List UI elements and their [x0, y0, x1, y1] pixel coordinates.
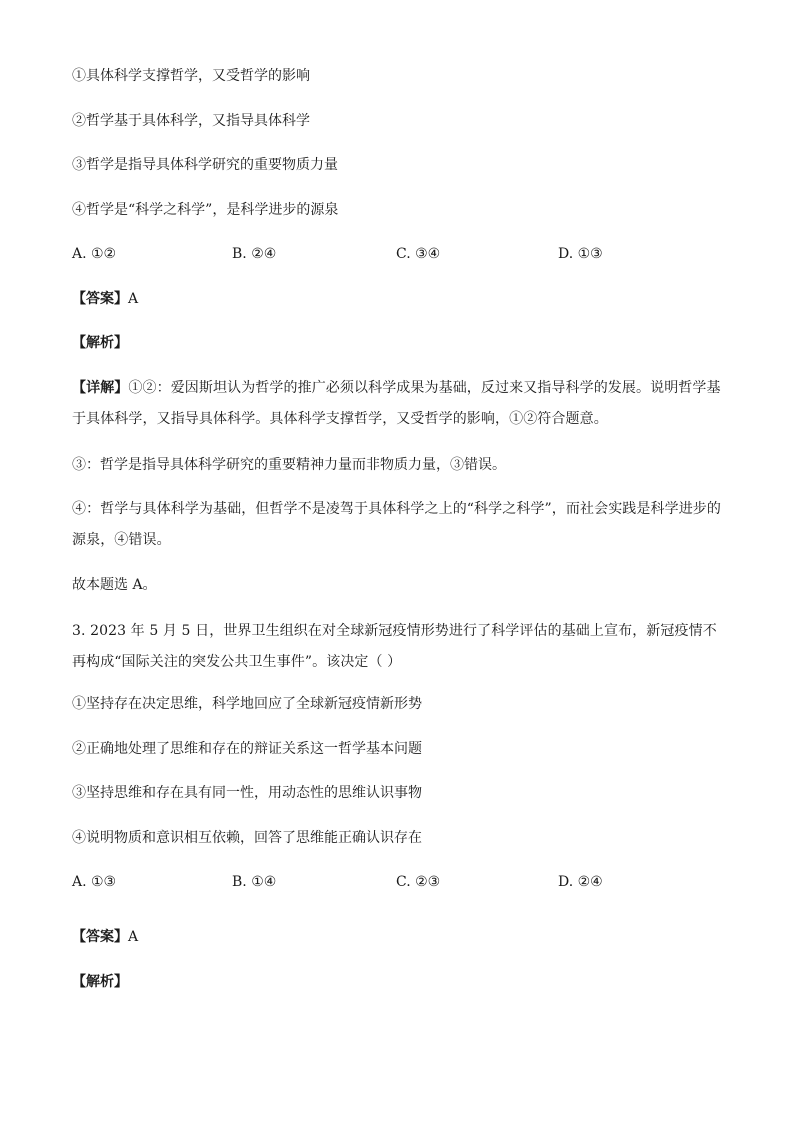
q2-option-d: D. ①③	[558, 246, 603, 262]
q3-answer-value: A	[128, 929, 139, 945]
q3-statement-1: ①坚持存在决定思维，科学地回应了全球新冠疫情新形势	[72, 696, 422, 712]
q3-statement-2: ②正确地处理了思维和存在的辩证关系这一哲学基本问题	[72, 741, 422, 757]
q2-detail-paragraph-2: ③：哲学是指导具体科学研究的重要精神力量而非物质力量，③错误。	[72, 457, 506, 473]
q3-analysis-label: 【解析】	[72, 974, 128, 990]
q2-statement-1: ①具体科学支撑哲学，又受哲学的影响	[72, 68, 310, 84]
q2-analysis-label: 【解析】	[72, 335, 128, 351]
q3-option-b: B. ①④	[232, 874, 277, 890]
q2-statement-3: ③哲学是指导具体科学研究的重要物质力量	[72, 157, 338, 173]
q2-answer	[72, 289, 138, 309]
q3-statement-3: ③坚持思维和存在具有同一性，用动态性的思维认识事物	[72, 785, 422, 801]
q2-options	[72, 244, 722, 264]
q3-option-c: C. ②③	[396, 874, 441, 890]
q2-option-b: B. ②④	[232, 246, 277, 262]
q2-option-c: C. ③④	[396, 246, 441, 262]
q3-statement-4: ④说明物质和意识相互依赖，回答了思维能正确认识存在	[72, 830, 422, 846]
q3-option-a: A. ①③	[72, 874, 117, 890]
q3-options	[72, 872, 722, 892]
q2-answer-value: A	[128, 291, 139, 307]
q3-stem: 3. 2023 年 5 月 5 日，世界卫生组织在对全球新冠疫情形势进行了科学评估的基础上宣布，新冠疫情不再构成“国际关注的突发公共卫生事件”。该决定（ ）	[72, 623, 717, 670]
q2-detail-paragraph-1	[72, 373, 722, 435]
q2-conclusion: 故本题选 A。	[72, 577, 157, 593]
q3-answer-label: 【答案】	[72, 929, 128, 945]
q2-detail-text-1: ①②：爱因斯坦认为哲学的推广必须以科学成果为基础，反过来又指导科学的发展。说明哲学基于具体科学，又指导具体科学。具体科学支撑哲学，又受哲学的影响，①②符合题意。	[72, 380, 721, 427]
q2-answer-label: 【答案】	[72, 291, 128, 307]
q2-statement-2: ②哲学基于具体科学，又指导具体科学	[72, 113, 310, 129]
q2-detail-label: 【详解】	[72, 380, 129, 396]
q2-detail-paragraph-3: ④：哲学与具体科学为基础，但哲学不是凌驾于具体科学之上的“科学之科学”，而社会实践是科学进步的源泉，④错误。	[72, 501, 722, 548]
q3-answer	[72, 927, 138, 947]
q3-option-d: D. ②④	[558, 874, 603, 890]
q2-statement-4: ④哲学是“科学之科学”，是科学进步的源泉	[72, 202, 339, 218]
q2-option-a: A. ①②	[72, 246, 117, 262]
